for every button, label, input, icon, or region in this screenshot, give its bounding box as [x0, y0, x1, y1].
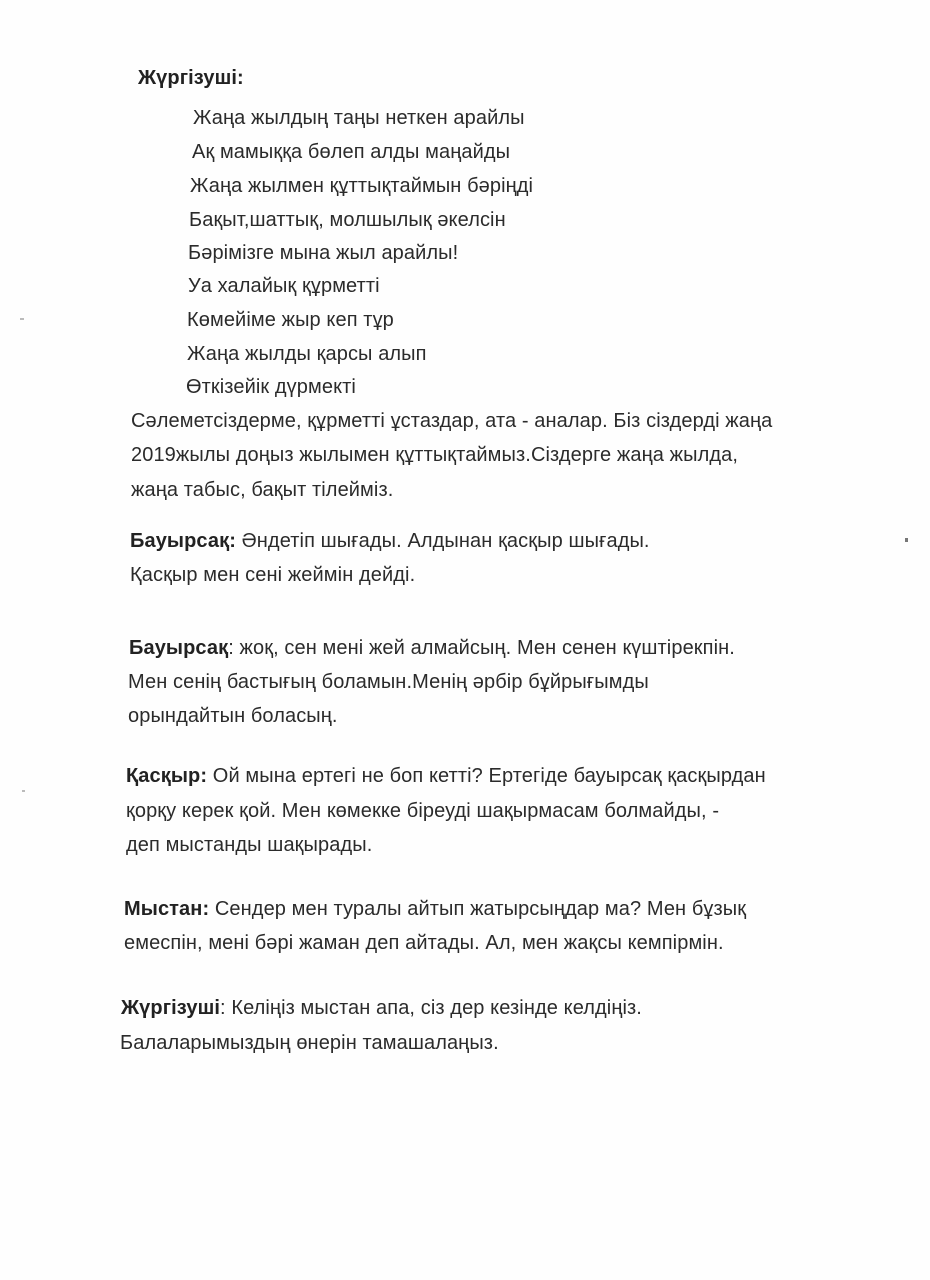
- dialogue-line: деп мыстанды шақырады.: [126, 834, 373, 856]
- poem-line: Бақыт,шаттық, молшылық әкелсін: [189, 209, 506, 231]
- scan-speck: [905, 538, 908, 542]
- dialogue-text: Әндетіп шығады. Алдынан қасқыр шығады.: [235, 530, 650, 552]
- speaker-name: Мыстан:: [124, 898, 210, 920]
- speaker-name: Жүргізуші: [121, 997, 220, 1019]
- greeting-line: 2019жылы доңыз жылымен құттықтаймыз.Сіздерге жаңа жылда,: [131, 444, 739, 466]
- dialogue-text: Сендер мен туралы айтып жатырсыңдар ма? Мен бұзық: [209, 898, 747, 920]
- speaker-name: Бауырсақ:: [130, 530, 236, 552]
- dialogue-text: : Келіңіз мыстан апа, сіз дер кезінде келдіңіз.: [220, 997, 642, 1019]
- dialogue-line: орындайтын боласың.: [128, 705, 338, 727]
- poem-line: Жаңа жылмен құттықтаймын бәріңді: [190, 175, 534, 197]
- greeting-line: Сәлеметсіздерме, құрметті ұстаздар, ата - аналар. Біз сіздерді жаңа: [131, 410, 773, 432]
- header-speaker: Жүргізуші:: [138, 67, 244, 89]
- dialogue-line: [121, 996, 642, 1020]
- dialogue-line: емеспін, мені бәрі жаман деп айтады. Ал, мен жақсы кемпірмін.: [124, 932, 724, 954]
- poem-line: Жаңа жылды қарсы алып: [187, 343, 427, 365]
- dialogue-line: [129, 636, 735, 660]
- greeting-line: жаңа табыс, бақыт тілейміз.: [131, 479, 394, 501]
- scan-speck: [20, 318, 24, 320]
- dialogue-line: Мен сенің бастығың боламын.Менің әрбір бұйрығымды: [128, 671, 649, 693]
- poem-line: Бәрімізге мына жыл арайлы!: [188, 242, 459, 264]
- dialogue-line: Қасқыр мен сені жеймін дейді.: [130, 564, 416, 586]
- poem-line: Жаңа жылдың таңы неткен арайлы: [193, 107, 525, 129]
- dialogue-line: [124, 897, 746, 921]
- dialogue-line: [126, 764, 766, 788]
- dialogue-line: Балаларымыздың өнерін тамашалаңыз.: [120, 1032, 499, 1054]
- poem-line: Өткізейік дүрмекті: [186, 376, 356, 398]
- dialogue-line: [130, 529, 650, 553]
- poem-line: Көмейіме жыр кеп тұр: [187, 309, 394, 331]
- dialogue-line: қорқу керек қой. Мен көмекке біреуді шақырмасам болмайды, -: [126, 800, 720, 822]
- poem-line: Ақ мамыққа бөлеп алды маңайды: [192, 141, 511, 163]
- speaker-name: Қасқыр:: [126, 765, 208, 787]
- poem-line: Уа халайық құрметті: [188, 275, 380, 297]
- dialogue-text: Ой мына ертегі не боп кетті? Ертегіде бауырсақ қасқырдан: [207, 765, 766, 787]
- dialogue-text: : жоқ, сен мені жей алмайсың. Мен сенен күштірекпін.: [228, 637, 735, 659]
- speaker-name: Бауырсақ: [129, 637, 229, 659]
- scan-speck: [22, 790, 25, 792]
